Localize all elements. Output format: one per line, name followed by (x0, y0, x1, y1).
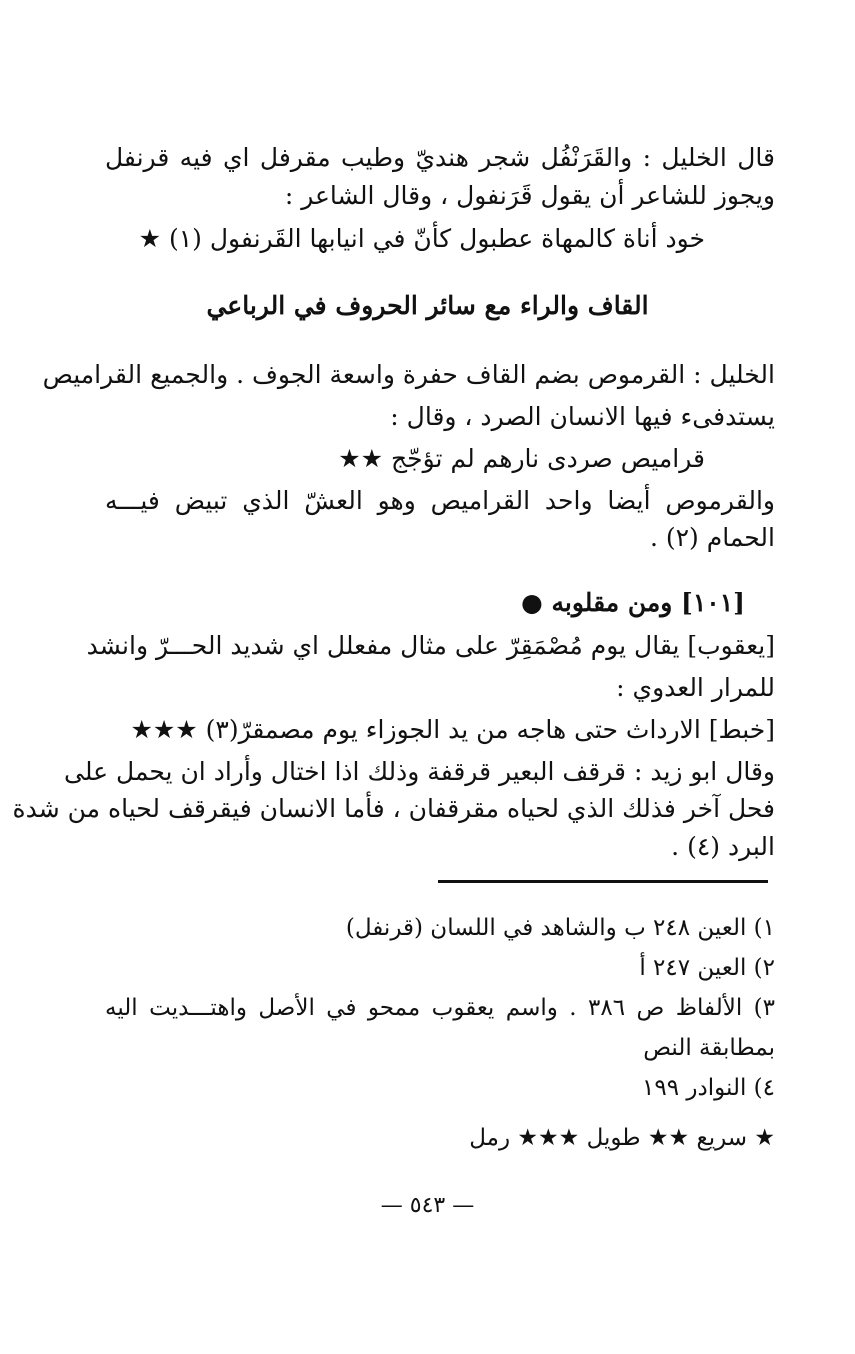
footnote-divider (438, 880, 768, 883)
verse-line-2: قراميص صردى نارهم لم تؤجّج ★★ (338, 444, 705, 473)
section-heading: القاف والراء مع سائر الحروف في الرباعي (206, 291, 649, 320)
body-line-5: والقرموص أيضا واحد القراميص وهو العشّ الذي تبيض فيـــه (105, 486, 775, 515)
body-line-9: وقال ابو زيد : قرقف البعير قرقفة وذلك اذا اختال وأراد ان يحمل على (64, 757, 775, 786)
body-line-4: يستدفىء فيها الانسان الصرد ، وقال : (390, 402, 775, 431)
body-line-8: للمرار العدوي : (616, 673, 775, 702)
verse-line-3: [خبط] الارداث حتى هاجه من يد الجوزاء يوم مصمقرّ(٣) ★★★ (130, 715, 775, 744)
body-line-1: قال الخليل : والقَرَنْفُل شجر هنديّ وطيب مقرفل اي فيه قرنفل (105, 143, 775, 172)
body-line-10: فحل آخر فذلك الذي لحياه مقرقفان ، فأما الانسان فيقرقف لحياه من شدة (12, 794, 775, 823)
footnote-3: ٣) الألفاظ ص ٣٨٦ . واسم يعقوب ممحو في الأصل واهتـــديت اليه (105, 995, 775, 1021)
meter-legend: ★ سريع ★★ طويل ★★★ رمل (469, 1125, 775, 1151)
body-line-6: الحمام (٢) . (649, 523, 775, 552)
footnote-4: ٤) النوادر ١٩٩ (642, 1075, 775, 1101)
page-number: — ٥٤٣ — (380, 1193, 475, 1218)
body-line-3: الخليل : القرموص بضم القاف حفرة واسعة الجوف . والجميع القراميص (42, 360, 775, 389)
footnote-3-continued: بمطابقة النص (643, 1035, 775, 1061)
body-line-2: ويجوز للشاعر أن يقول قَرَنفول ، وقال الشاعر : (284, 181, 775, 210)
body-line-11: البرد (٤) . (671, 832, 775, 861)
entry-heading: [١٠١] ومن مقلوبه ● (521, 588, 745, 617)
footnote-1: ١) العين ٢٤٨ ب والشاهد في اللسان (قرنفل) (345, 915, 775, 941)
footnote-2: ٢) العين ٢٤٧ أ (639, 955, 775, 981)
body-line-7: [يعقوب] يقال يوم مُصْمَقِرّ على مثال مفعلل اي شديد الحـــرّ وانشد (86, 631, 775, 660)
verse-line-1: خود أناة كالمهاة عطبول كأنّ في انيابها القَرنفول (١) ★ (138, 224, 705, 253)
